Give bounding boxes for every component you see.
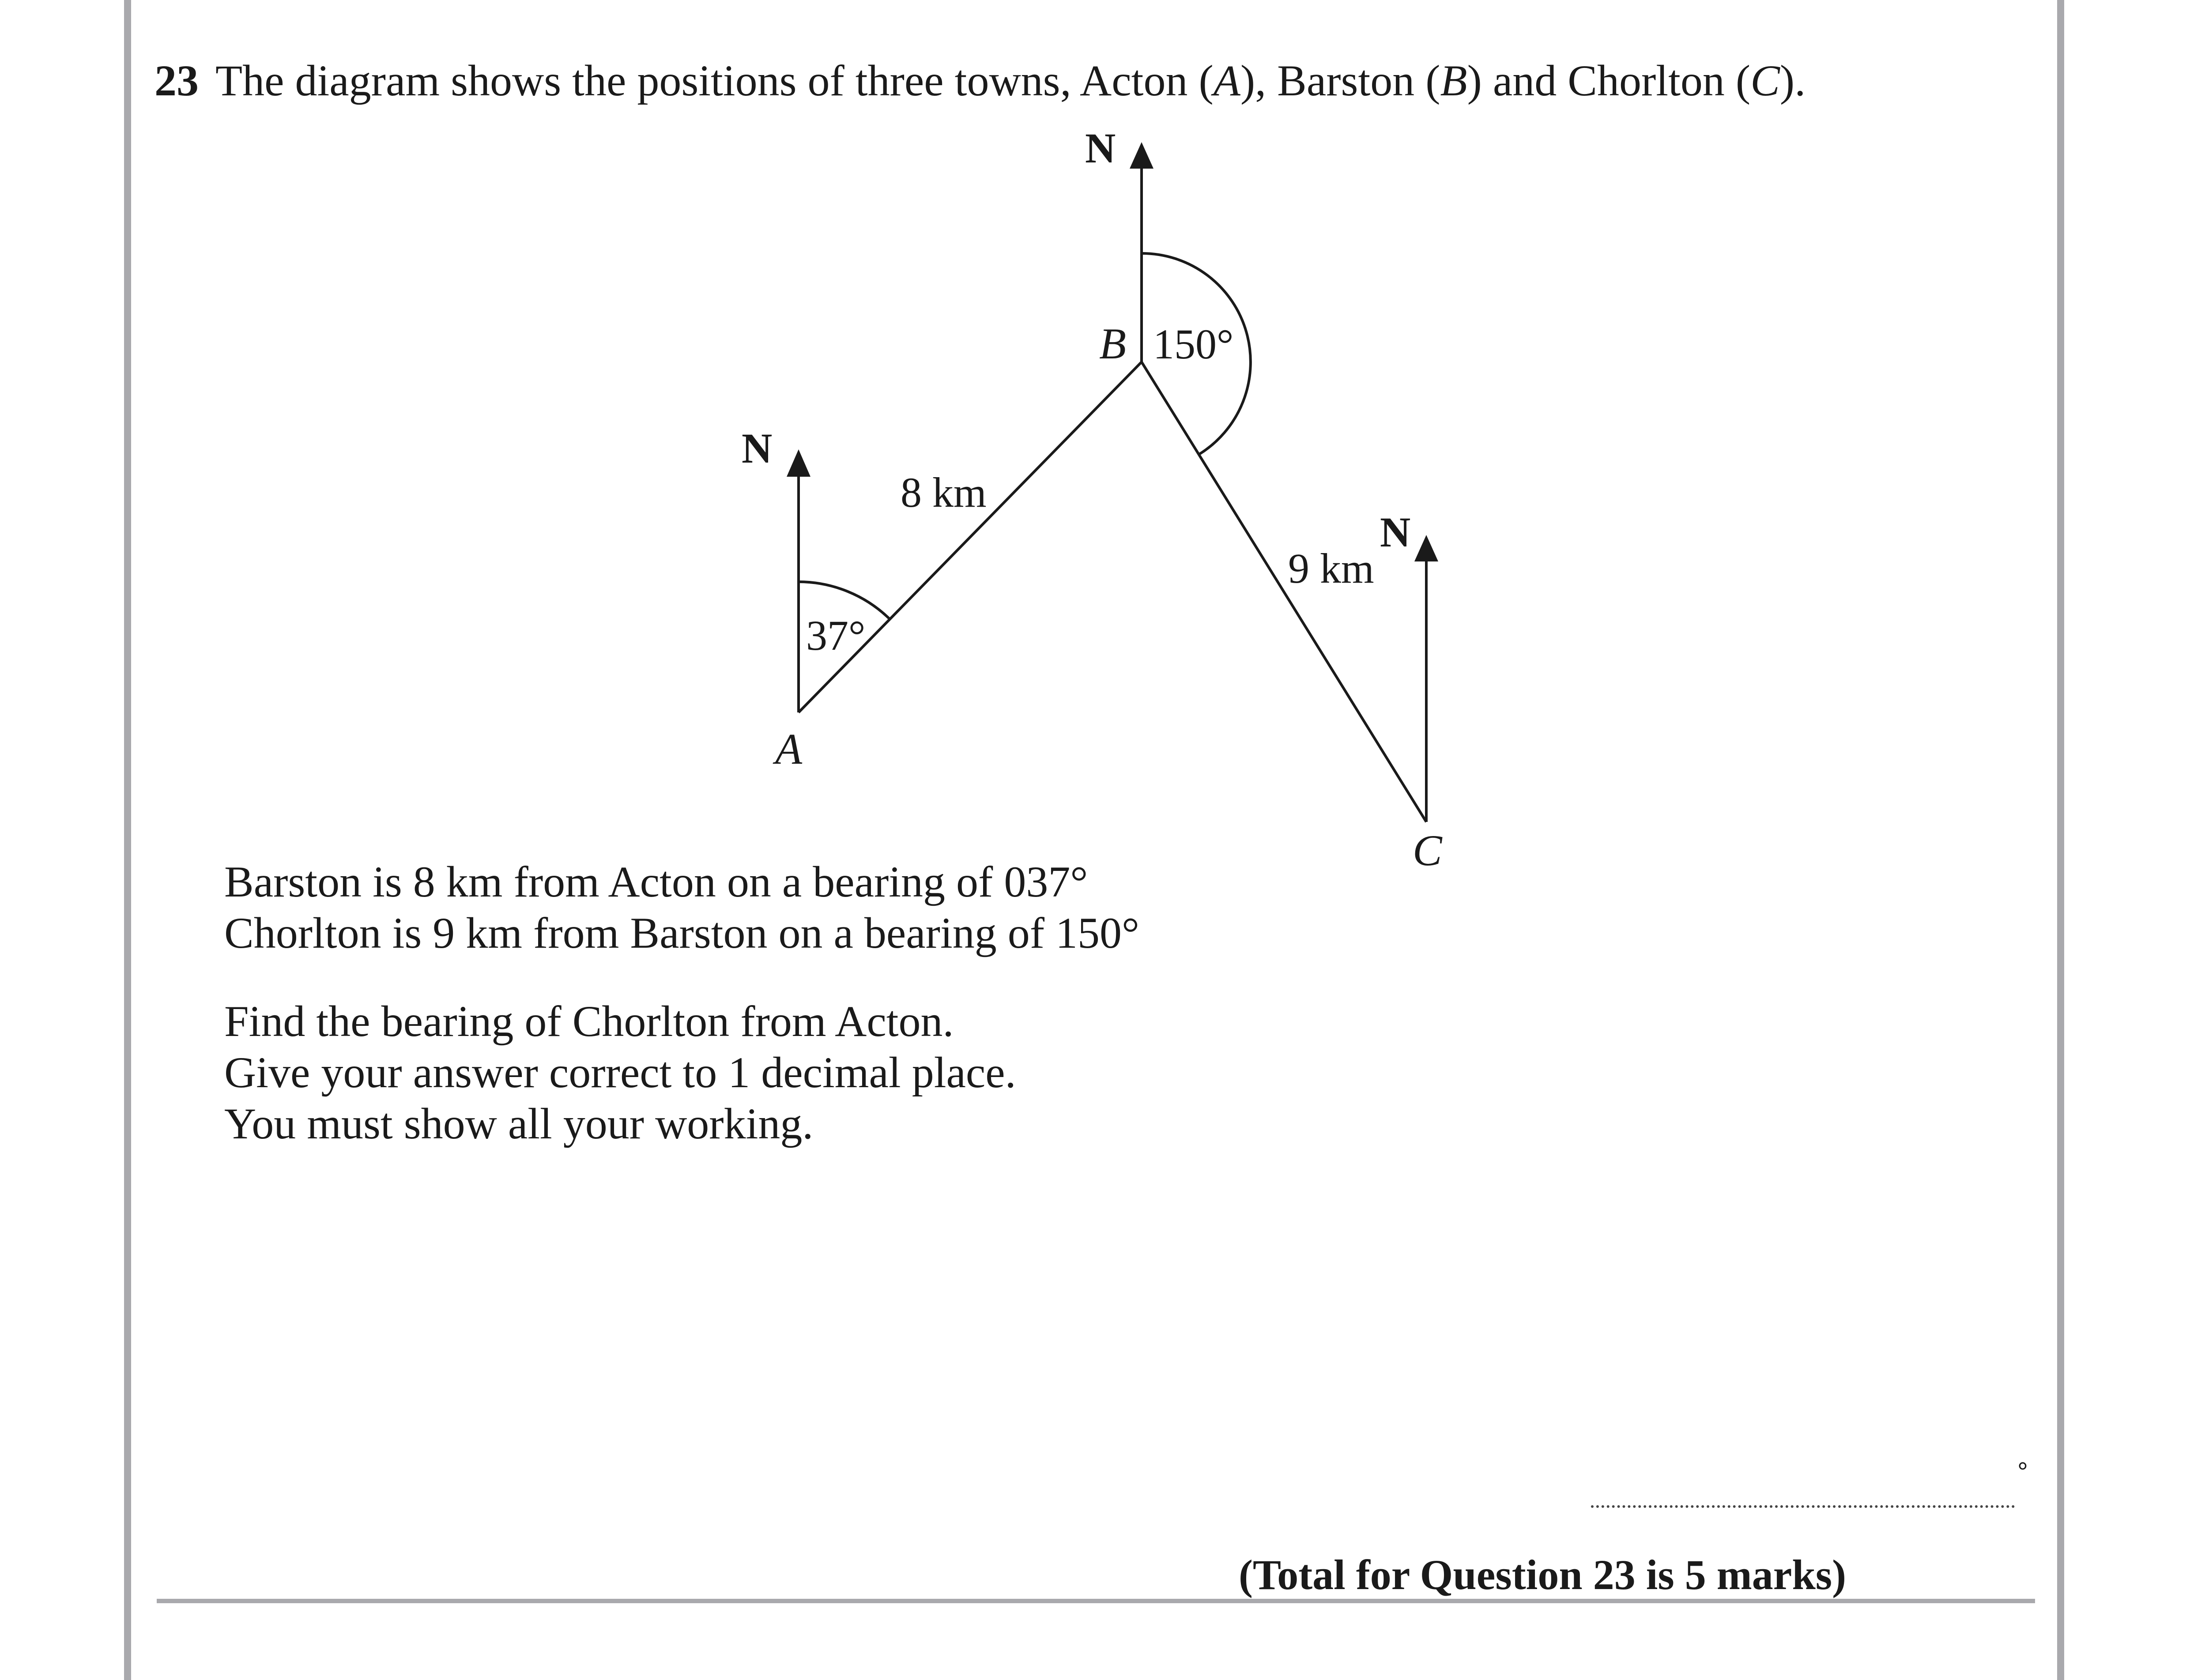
info-line-chorlton: Chorlton is 9 km from Barston on a bearing of 150° <box>224 908 1140 957</box>
town-b-letter: B <box>1440 56 1467 105</box>
north-label-c: N <box>1380 509 1411 556</box>
question-intro-mid2: ) and Chorlton ( <box>1467 56 1751 105</box>
north-arrow-a-icon <box>787 449 810 477</box>
total-marks: (Total for Question 23 is 5 marks) <box>1239 1551 1847 1598</box>
angle-b-label: 150° <box>1153 320 1234 368</box>
question-intro-prefix: The diagram shows the positions of three towns, Acton ( <box>215 56 1214 105</box>
distance-bc-label: 9 km <box>1288 545 1374 592</box>
given-information <box>224 856 1139 959</box>
question-intro-suffix: ). <box>1779 56 1806 105</box>
question-intro-mid1: ), Barston ( <box>1240 56 1440 105</box>
segment-bc <box>1142 362 1426 822</box>
bottom-rule <box>157 1599 2035 1603</box>
info-line-barston: Barston is 8 km from Acton on a bearing of 037° <box>224 857 1088 906</box>
segment-ab <box>799 362 1142 712</box>
question-number: 23 <box>155 56 199 105</box>
task-instructions <box>224 996 1016 1149</box>
task-line-1: Find the bearing of Chorlton from Acton. <box>224 997 954 1046</box>
north-label-b: N <box>1085 124 1116 172</box>
town-c-letter: C <box>1750 56 1780 105</box>
angle-a-label: 37° <box>806 612 866 659</box>
answer-line[interactable] <box>1591 1505 2015 1508</box>
north-arrow-b-icon <box>1130 142 1153 169</box>
answer-degree-symbol: ° <box>2017 1457 2028 1487</box>
distance-ab-label: 8 km <box>901 469 987 516</box>
task-line-3: You must show all your working. <box>224 1099 814 1148</box>
point-b-label: B <box>1099 319 1127 368</box>
point-c-label: C <box>1413 826 1442 875</box>
task-line-2: Give your answer correct to 1 decimal place. <box>224 1048 1016 1097</box>
north-arrow-c-icon <box>1414 535 1438 561</box>
town-a-letter: A <box>1213 56 1240 105</box>
north-label-a: N <box>742 425 773 472</box>
point-a-label: A <box>775 724 803 773</box>
